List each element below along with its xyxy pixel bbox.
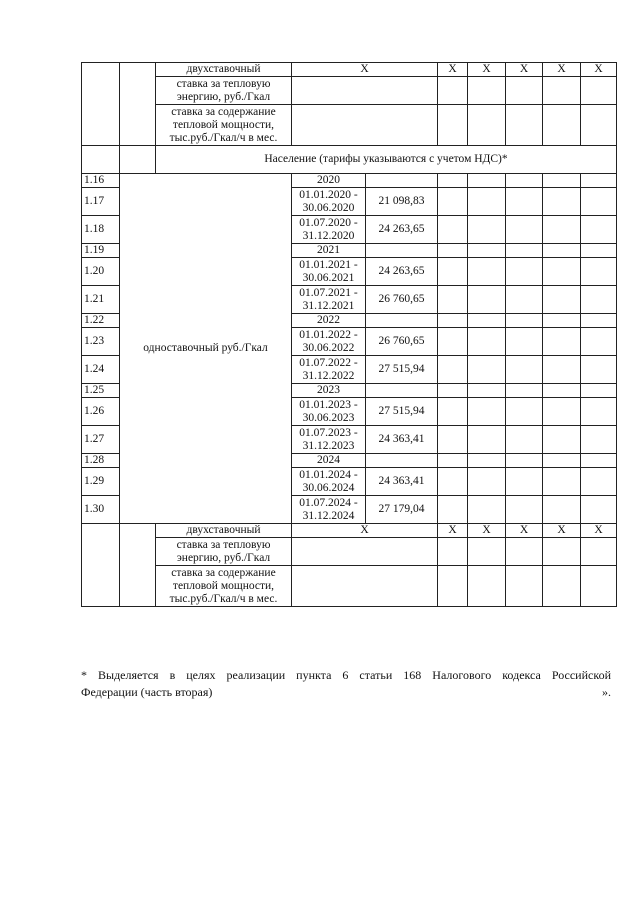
- mark-cell: X: [438, 63, 468, 77]
- one-part-label: одноставочный руб./Гкал: [120, 174, 292, 524]
- row-number: 1.29: [82, 468, 120, 496]
- table-row: [82, 63, 617, 77]
- period-cell: 2023: [292, 384, 366, 398]
- footnote-line-1: * Выделяется в целях реализации пункта 6 статьи 168 Налогового кодекса Российской: [81, 668, 611, 682]
- mark-cell: X: [581, 524, 617, 538]
- mark-cell: X: [543, 524, 581, 538]
- footnote: [81, 667, 611, 701]
- rate-two-part-label: двухставочный: [156, 524, 292, 538]
- population-header: Население (тарифы указываются с учетом НДС)*: [156, 146, 617, 174]
- mark-cell: X: [292, 63, 438, 77]
- period-cell: 01.07.2024 - 31.12.2024: [292, 496, 366, 524]
- mark-cell: X: [543, 63, 581, 77]
- value-cell: [366, 174, 438, 188]
- rate-capacity-label: ставка за содержание тепловой мощности, тыс.руб./Гкал/ч в мес.: [156, 105, 292, 146]
- value-cell: 27 515,94: [366, 398, 438, 426]
- mark-cell: X: [468, 524, 506, 538]
- period-cell: 01.07.2021 - 31.12.2021: [292, 286, 366, 314]
- blank-cell: [120, 63, 156, 146]
- footnote-end: ».: [602, 685, 611, 699]
- mark-cell: X: [581, 63, 617, 77]
- table-row: [82, 146, 617, 174]
- value-cell: 26 760,65: [366, 328, 438, 356]
- footnote-line-2: Федерации (часть вторая): [81, 685, 213, 699]
- mark-cell: X: [468, 63, 506, 77]
- value-cell: 27 179,04: [366, 496, 438, 524]
- mark-cell: X: [506, 524, 543, 538]
- table-row: [82, 566, 617, 607]
- row-number: 1.22: [82, 314, 120, 328]
- row-number: 1.28: [82, 454, 120, 468]
- value-cell: [366, 244, 438, 258]
- table-row: [82, 538, 617, 566]
- rate-capacity-label: ставка за содержание тепловой мощности, тыс.руб./Гкал/ч в мес.: [156, 566, 292, 607]
- row-number: 1.18: [82, 216, 120, 244]
- value-cell: 24 363,41: [366, 426, 438, 454]
- row-number: 1.16: [82, 174, 120, 188]
- value-cell: 24 363,41: [366, 468, 438, 496]
- value-cell: [366, 384, 438, 398]
- mark-cell: X: [438, 524, 468, 538]
- period-cell: 01.07.2023 - 31.12.2023: [292, 426, 366, 454]
- period-cell: 2021: [292, 244, 366, 258]
- num-cell: [82, 63, 120, 146]
- num-cell: [82, 524, 120, 607]
- row-number: 1.24: [82, 356, 120, 384]
- table-row: [82, 77, 617, 105]
- period-cell: 01.07.2020 - 31.12.2020: [292, 216, 366, 244]
- rate-energy-label: ставка за тепловую энергию, руб./Гкал: [156, 77, 292, 105]
- period-cell: 01.01.2020 - 30.06.2020: [292, 188, 366, 216]
- mark-cell: X: [506, 63, 543, 77]
- mark-cell: X: [292, 524, 438, 538]
- value-cell: 21 098,83: [366, 188, 438, 216]
- value-cell: 24 263,65: [366, 216, 438, 244]
- row-number: 1.26: [82, 398, 120, 426]
- rate-two-part-label: двухставочный: [156, 63, 292, 77]
- value-cell: 27 515,94: [366, 356, 438, 384]
- period-cell: 01.01.2024 - 30.06.2024: [292, 468, 366, 496]
- row-number: 1.19: [82, 244, 120, 258]
- tariff-table: [81, 62, 617, 607]
- value-cell: 24 263,65: [366, 258, 438, 286]
- row-number: 1.23: [82, 328, 120, 356]
- row-number: 1.21: [82, 286, 120, 314]
- period-cell: 01.01.2023 - 30.06.2023: [292, 398, 366, 426]
- row-number: 1.27: [82, 426, 120, 454]
- row-number: 1.30: [82, 496, 120, 524]
- rate-energy-label: ставка за тепловую энергию, руб./Гкал: [156, 538, 292, 566]
- row-number: 1.25: [82, 384, 120, 398]
- period-cell: 2022: [292, 314, 366, 328]
- row-number: 1.20: [82, 258, 120, 286]
- period-cell: 01.01.2021 - 30.06.2021: [292, 258, 366, 286]
- value-cell: [366, 314, 438, 328]
- period-cell: 2020: [292, 174, 366, 188]
- period-cell: 01.07.2022 - 31.12.2022: [292, 356, 366, 384]
- row-number: 1.17: [82, 188, 120, 216]
- value-cell: 26 760,65: [366, 286, 438, 314]
- table-row: [82, 174, 617, 188]
- period-cell: 01.01.2022 - 30.06.2022: [292, 328, 366, 356]
- table-row: [82, 524, 617, 538]
- period-cell: 2024: [292, 454, 366, 468]
- value-cell: [366, 454, 438, 468]
- table-row: [82, 105, 617, 146]
